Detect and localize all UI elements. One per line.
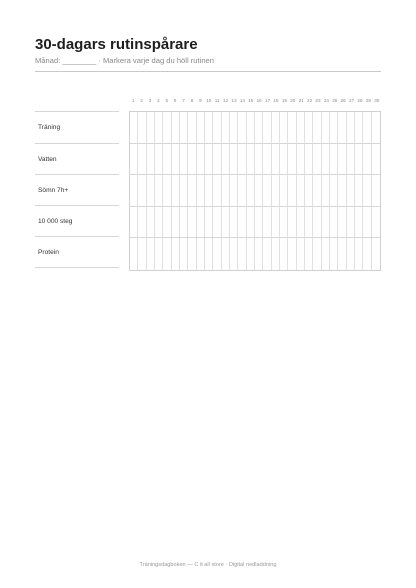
- tracker-cell[interactable]: [130, 207, 138, 239]
- tracker-cell[interactable]: [147, 238, 155, 270]
- tracker-cell[interactable]: [305, 207, 313, 239]
- day-number: 8: [190, 98, 194, 103]
- day-number: 24: [323, 98, 329, 103]
- tracker-cell[interactable]: [222, 238, 230, 270]
- tracker-cell[interactable]: [213, 144, 221, 176]
- tracker-cell[interactable]: [155, 144, 163, 176]
- tracker-cell[interactable]: [138, 175, 146, 207]
- tracker-cell[interactable]: [347, 175, 355, 207]
- day-number: 1: [131, 98, 135, 103]
- tracker-cell[interactable]: [197, 238, 205, 270]
- tracker-cell[interactable]: [313, 144, 321, 176]
- tracker-cell[interactable]: [138, 112, 146, 144]
- tracker-cell[interactable]: [322, 112, 330, 144]
- tracker-cell[interactable]: [313, 207, 321, 239]
- tracker-cell[interactable]: [163, 175, 171, 207]
- day-number: 29: [365, 98, 371, 103]
- tracker-cell[interactable]: [322, 238, 330, 270]
- tracker-cell[interactable]: [230, 238, 238, 270]
- tracker-cell[interactable]: [205, 238, 213, 270]
- tracker-cell[interactable]: [347, 112, 355, 144]
- tracker-cell[interactable]: [138, 238, 146, 270]
- tracker-cell[interactable]: [305, 175, 313, 207]
- tracker-cell[interactable]: [305, 144, 313, 176]
- day-number: 13: [231, 98, 237, 103]
- day-number: 22: [307, 98, 313, 103]
- day-number: 27: [349, 98, 355, 103]
- tracker-cell[interactable]: [213, 112, 221, 144]
- tracker-cell[interactable]: [372, 207, 380, 239]
- tracker-cell[interactable]: [330, 207, 338, 239]
- tracker-cell[interactable]: [222, 144, 230, 176]
- tracker-cell[interactable]: [338, 175, 346, 207]
- tracker-cell[interactable]: [247, 238, 255, 270]
- tracker-cell[interactable]: [230, 207, 238, 239]
- tracker-cell[interactable]: [322, 175, 330, 207]
- tracker-cell[interactable]: [372, 175, 380, 207]
- tracker-cell[interactable]: [330, 112, 338, 144]
- tracker-cell[interactable]: [238, 144, 246, 176]
- tracker-cell[interactable]: [338, 207, 346, 239]
- tracker-cell[interactable]: [363, 112, 371, 144]
- tracker-cell[interactable]: [255, 144, 263, 176]
- tracker-cell[interactable]: [172, 238, 180, 270]
- tracker-cell[interactable]: [155, 112, 163, 144]
- day-number: 3: [148, 98, 152, 103]
- tracker-cell[interactable]: [238, 207, 246, 239]
- day-number: 12: [223, 98, 229, 103]
- tracker-cell[interactable]: [230, 175, 238, 207]
- tracker-cell[interactable]: [180, 112, 188, 144]
- tracker-cell[interactable]: [255, 112, 263, 144]
- habit-label: Träning: [35, 111, 119, 144]
- tracker-cell[interactable]: [213, 207, 221, 239]
- day-number: 16: [256, 98, 262, 103]
- tracker-cell[interactable]: [263, 207, 271, 239]
- tracker-cell[interactable]: [297, 207, 305, 239]
- tracker-cell[interactable]: [330, 238, 338, 270]
- tracker-cell[interactable]: [138, 144, 146, 176]
- day-number: 26: [340, 98, 346, 103]
- tracker-cell[interactable]: [188, 207, 196, 239]
- tracker-cell[interactable]: [372, 238, 380, 270]
- day-number: 21: [298, 98, 304, 103]
- tracker-grid: [129, 111, 381, 271]
- tracker-cell[interactable]: [188, 112, 196, 144]
- tracker-cell[interactable]: [130, 112, 138, 144]
- tracker-cell[interactable]: [338, 144, 346, 176]
- habit-label: Protein: [35, 237, 119, 268]
- tracker-cell[interactable]: [322, 207, 330, 239]
- day-number: 15: [248, 98, 254, 103]
- tracker-cell[interactable]: [238, 175, 246, 207]
- tracker-cell[interactable]: [205, 207, 213, 239]
- tracker-cell[interactable]: [363, 238, 371, 270]
- tracker-cell[interactable]: [255, 207, 263, 239]
- tracker-cell[interactable]: [197, 175, 205, 207]
- tracker-cell[interactable]: [288, 238, 296, 270]
- tracker-cell[interactable]: [180, 238, 188, 270]
- day-number: 28: [357, 98, 363, 103]
- tracker-cell[interactable]: [163, 238, 171, 270]
- tracker-cell[interactable]: [230, 112, 238, 144]
- day-number: 17: [265, 98, 271, 103]
- tracker-cell[interactable]: [288, 112, 296, 144]
- tracker-cell[interactable]: [313, 175, 321, 207]
- day-number: 19: [281, 98, 287, 103]
- tracker-cell[interactable]: [272, 175, 280, 207]
- tracker-cell[interactable]: [147, 207, 155, 239]
- tracker-cell[interactable]: [180, 144, 188, 176]
- day-number: 18: [273, 98, 279, 103]
- tracker-cell[interactable]: [155, 238, 163, 270]
- day-number-header: [129, 98, 381, 106]
- tracker-cell[interactable]: [288, 144, 296, 176]
- tracker-cell[interactable]: [297, 112, 305, 144]
- tracker-cell[interactable]: [297, 144, 305, 176]
- tracker-cell[interactable]: [147, 144, 155, 176]
- day-number: 30: [374, 98, 380, 103]
- tracker-cell[interactable]: [355, 112, 363, 144]
- tracker-cell[interactable]: [130, 238, 138, 270]
- day-number: 25: [332, 98, 338, 103]
- tracker-cell[interactable]: [155, 207, 163, 239]
- tracker-cell[interactable]: [147, 112, 155, 144]
- tracker-cell[interactable]: [238, 238, 246, 270]
- day-number: 23: [315, 98, 321, 103]
- tracker-cell[interactable]: [305, 238, 313, 270]
- tracker-cell[interactable]: [172, 207, 180, 239]
- tracker-cell[interactable]: [197, 144, 205, 176]
- tracker-cell[interactable]: [222, 175, 230, 207]
- tracker-cell[interactable]: [188, 238, 196, 270]
- page-subtitle: Månad: ________ · Markera varje dag du höll rutinen: [35, 56, 214, 65]
- tracker-cell[interactable]: [338, 112, 346, 144]
- tracker-cell[interactable]: [313, 112, 321, 144]
- tracker-cell[interactable]: [263, 238, 271, 270]
- habit-labels: [35, 111, 119, 268]
- tracker-cell[interactable]: [288, 175, 296, 207]
- tracker-cell[interactable]: [347, 144, 355, 176]
- tracker-cell[interactable]: [288, 207, 296, 239]
- tracker-cell[interactable]: [247, 112, 255, 144]
- tracker-cell[interactable]: [222, 207, 230, 239]
- day-number: 5: [165, 98, 169, 103]
- tracker-cell[interactable]: [263, 175, 271, 207]
- tracker-cell[interactable]: [163, 207, 171, 239]
- tracker-cell[interactable]: [147, 175, 155, 207]
- tracker-cell[interactable]: [272, 238, 280, 270]
- day-number: 6: [173, 98, 177, 103]
- tracker-cell[interactable]: [238, 112, 246, 144]
- tracker-cell[interactable]: [255, 175, 263, 207]
- day-number: 20: [290, 98, 296, 103]
- tracker-cell[interactable]: [138, 207, 146, 239]
- tracker-cell[interactable]: [280, 238, 288, 270]
- tracker-cell[interactable]: [172, 144, 180, 176]
- tracker-cell[interactable]: [330, 175, 338, 207]
- tracker-cell[interactable]: [280, 207, 288, 239]
- tracker-cell[interactable]: [347, 207, 355, 239]
- tracker-cell[interactable]: [322, 144, 330, 176]
- tracker-cell[interactable]: [297, 238, 305, 270]
- day-number: 9: [199, 98, 202, 103]
- tracker-cell[interactable]: [205, 144, 213, 176]
- tracker-cell[interactable]: [272, 207, 280, 239]
- tracker-cell[interactable]: [330, 144, 338, 176]
- tracker-cell[interactable]: [213, 238, 221, 270]
- tracker-cell[interactable]: [297, 175, 305, 207]
- tracker-cell[interactable]: [197, 112, 205, 144]
- tracker-cell[interactable]: [355, 144, 363, 176]
- tracker-cell[interactable]: [130, 175, 138, 207]
- tracker-cell[interactable]: [272, 144, 280, 176]
- tracker-cell[interactable]: [255, 238, 263, 270]
- tracker-cell[interactable]: [172, 175, 180, 207]
- tracker-cell[interactable]: [163, 112, 171, 144]
- tracker-cell[interactable]: [272, 112, 280, 144]
- day-number: 11: [214, 98, 220, 103]
- tracker-cell[interactable]: [197, 207, 205, 239]
- tracker-cell[interactable]: [247, 144, 255, 176]
- tracker-cell[interactable]: [372, 144, 380, 176]
- day-number: 14: [239, 98, 245, 103]
- tracker-cell[interactable]: [338, 238, 346, 270]
- tracker-cell[interactable]: [355, 207, 363, 239]
- tracker-cell[interactable]: [130, 144, 138, 176]
- tracker-cell[interactable]: [172, 112, 180, 144]
- tracker-cell[interactable]: [263, 112, 271, 144]
- tracker-cell[interactable]: [188, 175, 196, 207]
- tracker-cell[interactable]: [155, 175, 163, 207]
- tracker-cell[interactable]: [180, 207, 188, 239]
- habit-label: 10 000 steg: [35, 206, 119, 237]
- habit-label: Sömn 7h+: [35, 175, 119, 206]
- day-number: 7: [182, 98, 185, 103]
- tracker-cell[interactable]: [280, 175, 288, 207]
- tracker-cell[interactable]: [280, 144, 288, 176]
- tracker-cell[interactable]: [280, 112, 288, 144]
- tracker-cell[interactable]: [247, 175, 255, 207]
- tracker-cell[interactable]: [222, 112, 230, 144]
- tracker-cell[interactable]: [355, 238, 363, 270]
- tracker-cell[interactable]: [205, 112, 213, 144]
- tracker-cell[interactable]: [363, 175, 371, 207]
- tracker-cell[interactable]: [372, 112, 380, 144]
- tracker-cell[interactable]: [363, 144, 371, 176]
- tracker-cell[interactable]: [263, 144, 271, 176]
- tracker-cell[interactable]: [213, 175, 221, 207]
- header-divider: [35, 71, 381, 72]
- tracker-cell[interactable]: [180, 175, 188, 207]
- tracker-cell[interactable]: [163, 144, 171, 176]
- page-footer: Träningsdagboken — C it all store · Digital nedladdning: [139, 562, 277, 568]
- tracker-cell[interactable]: [355, 175, 363, 207]
- tracker-cell[interactable]: [363, 207, 371, 239]
- habit-label: Vatten: [35, 144, 119, 175]
- tracker-cell[interactable]: [305, 112, 313, 144]
- tracker-cell[interactable]: [347, 238, 355, 270]
- day-number: 2: [140, 98, 143, 103]
- day-number: 4: [157, 98, 160, 103]
- tracker-cell[interactable]: [247, 207, 255, 239]
- page-title: 30-dagars rutinspårare: [35, 36, 198, 53]
- tracker-cell[interactable]: [205, 175, 213, 207]
- tracker-cell[interactable]: [188, 144, 196, 176]
- day-number: 10: [206, 98, 212, 103]
- tracker-cell[interactable]: [313, 238, 321, 270]
- tracker-cell[interactable]: [230, 144, 238, 176]
